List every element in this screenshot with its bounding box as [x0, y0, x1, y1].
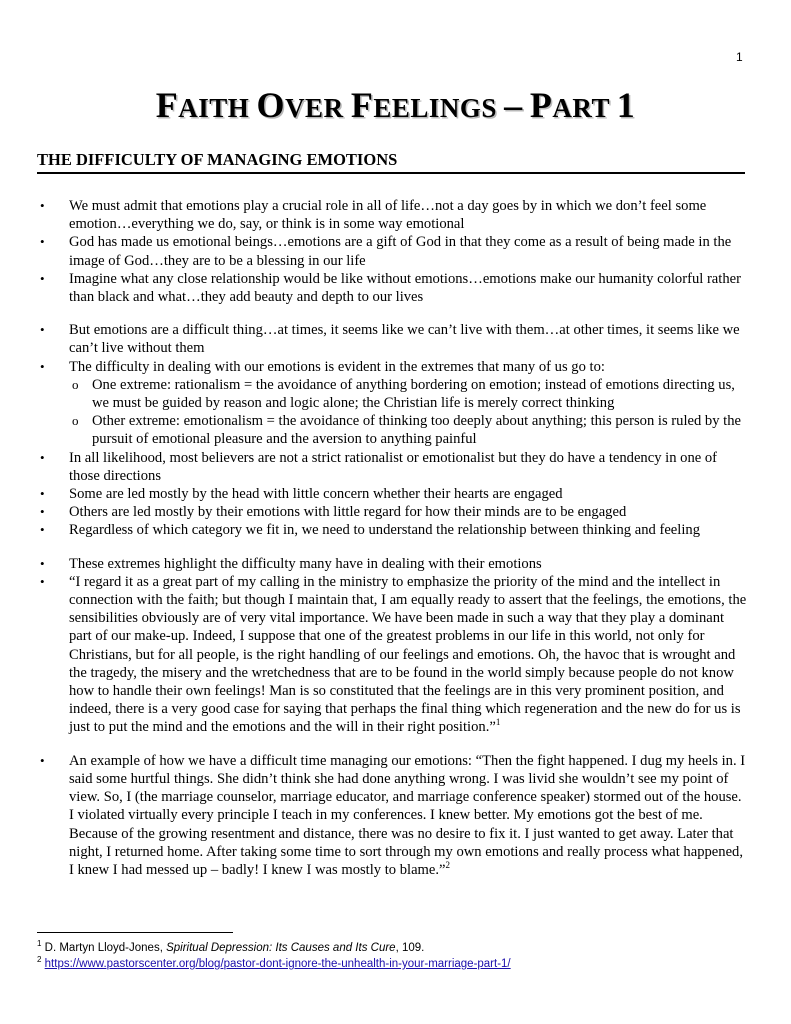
- bullet-group: [37, 197, 749, 306]
- title-rest: AITH: [178, 93, 250, 123]
- title-rest: EELINGS: [373, 93, 497, 123]
- bullet-icon: •: [40, 270, 45, 286]
- bullet-icon: •: [40, 555, 45, 571]
- list-item-text: These extremes highlight the difficulty many have in dealing with their emotions: [69, 555, 542, 572]
- title-word: [529, 85, 610, 125]
- title-word: [616, 85, 636, 125]
- document-title: [0, 84, 791, 126]
- list-item-text: Regardless of which category we fit in, we need to understand the relationship between thinking and feeling: [69, 522, 700, 539]
- bullet-group: [37, 321, 749, 539]
- bullet-group: [37, 555, 749, 737]
- list-item-text: But emotions are a difficult thing…at times, it seems like we can’t live with them…at other times, it seems like we can’t live without them: [69, 322, 740, 357]
- footnote-reference[interactable]: 1: [495, 717, 501, 728]
- list-item-text: Others are led mostly by their emotions with little regard for how their minds are to be engaged: [69, 504, 627, 521]
- title-word: [504, 85, 523, 125]
- list-item-text: “I regard it as a great part of my calling in the ministry to emphasize the priority of the mind and the intellect in connection with the faith; but though I maintain that, I am equally ready to assert that the feelings, the emotions, the sensibilities obviously are of very vital importance. We have been made in such a way that they play a dominant part of our make-up. Indeed, I suppose that one of the greatest problems in our life in this world, not only for Christians, but for all people, is the right handling of our feelings and emotions. Oh, the havoc that is wrought and the tragedy, the misery and the wretchedness that are to be found in the world simply because people do not know how to handle their own feelings! Man is so constituted that the feelings are in this very prominent position, and indeed, there is a very good case for saying that perhaps the final thing which regeneration and the new do for us is just to put the mind and the emotions and the will in their right position.”: [69, 573, 747, 736]
- list-item: [37, 503, 749, 521]
- title-rest: –: [504, 85, 523, 125]
- footnote-separator: [37, 932, 233, 933]
- title-initial: O: [256, 85, 286, 125]
- footnote-link[interactable]: https://www.pastorscenter.org/blog/pastor-dont-ignore-the-unhealth-in-your-marriage-part-1/: [44, 958, 511, 970]
- sub-list-item: [37, 412, 749, 448]
- list-item: [37, 270, 749, 306]
- title-word: [155, 85, 250, 125]
- heading-underline: [37, 172, 745, 174]
- bullet-icon: •: [40, 752, 45, 768]
- list-item: [37, 573, 749, 737]
- circle-bullet-icon: o: [72, 413, 79, 429]
- title-initial: 1: [616, 85, 636, 125]
- title-word: [350, 85, 497, 125]
- footnote-number: 1: [37, 939, 42, 949]
- list-item: [37, 233, 749, 269]
- list-item: [37, 555, 749, 573]
- bullet-icon: •: [40, 234, 45, 250]
- bullet-icon: •: [40, 322, 45, 338]
- list-item: [37, 521, 749, 539]
- bullet-icon: •: [40, 358, 45, 374]
- list-item: [37, 321, 749, 357]
- list-item-text: We must admit that emotions play a crucial role in all of life…not a day goes by in which we don’t feel some emotion…everything we do, say, or think is in some way emotional: [69, 198, 707, 233]
- list-item: [37, 752, 749, 879]
- list-item-text: Some are led mostly by the head with little concern whether their hearts are engaged: [69, 486, 563, 503]
- title-rest: ART: [552, 93, 610, 123]
- sub-list-item-text: Other extreme: emotionalism = the avoidance of thinking too deeply about anything; this person is ruled by the pursuit of emotional pleasure and the aversion to anything painful: [92, 413, 741, 448]
- title-initial: P: [529, 85, 553, 125]
- title-word: [256, 85, 344, 125]
- sub-list-item: [37, 376, 749, 412]
- title-rest: VER: [285, 93, 344, 123]
- bullet-icon: •: [40, 573, 45, 589]
- list-item-text: The difficulty in dealing with our emotions is evident in the extremes that many of us go to:: [69, 358, 605, 375]
- bullet-icon: •: [40, 449, 45, 465]
- footnote-page: , 109.: [395, 942, 425, 954]
- list-item: [37, 197, 749, 233]
- footnote-number: 2: [37, 955, 42, 965]
- circle-bullet-icon: o: [72, 376, 79, 392]
- footnote: [37, 956, 757, 972]
- footnotes: [37, 940, 757, 972]
- list-item-text: Imagine what any close relationship would be like without emotions…emotions make our humanity colorful rather than black and what…they add beauty and depth to our lives: [69, 270, 741, 306]
- page-number: 1: [736, 50, 743, 64]
- section-heading: THE DIFFICULTY OF MANAGING EMOTIONS: [37, 150, 398, 169]
- list-item: [37, 358, 749, 376]
- bullet-icon: •: [40, 522, 45, 538]
- bullet-icon: •: [40, 198, 45, 213]
- bullet-icon: •: [40, 504, 45, 520]
- footnote-book-title: Spiritual Depression: Its Causes and Its Cure: [166, 942, 396, 954]
- list-item: [37, 485, 749, 503]
- footnote-author: D. Martyn Lloyd-Jones,: [44, 942, 167, 954]
- footnote: [37, 940, 757, 956]
- bullet-icon: •: [40, 486, 45, 502]
- bullet-group: [37, 752, 749, 879]
- list-item-text: In all likelihood, most believers are not a strict rationalist or emotionalist but they do have a tendency in one of those directions: [69, 449, 718, 484]
- title-initial: F: [350, 85, 374, 125]
- footnote-reference[interactable]: 2: [445, 860, 451, 871]
- title-initial: F: [155, 85, 179, 125]
- list-item-text: God has made us emotional beings…emotions are a gift of God in that they come as a result of being made in the image of God…they are to be a blessing in our life: [69, 234, 732, 269]
- list-item: [37, 449, 749, 485]
- bullet-content: [37, 197, 749, 894]
- list-item-text: An example of how we have a difficult time managing our emotions: “Then the fight happened. I dug my heels in. I said some hurtful things. She didn’t think she had done anything wrong. I was livid she wouldn’t see my point of view. So, I (the marriage counselor, marriage educator, and marriage conference speaker) stormed out of the house. I violated virtually every principle I teach in my conferences. I knew better. My emotions got the best of me. Because of the growing resentment and distance, there was no desire to fix it. I just wanted to get away. Later that night, I returned home. After taking some time to sort through my own emotions and really process what happened, I knew I had messed up – badly! I knew I was mostly to blame.”: [69, 752, 746, 878]
- sub-list-item-text: One extreme: rationalism = the avoidance of anything bordering on emotion; instead of emotions directing us, we must be guided by reason and logic alone; the Christian life is merely correct thinking: [92, 376, 735, 412]
